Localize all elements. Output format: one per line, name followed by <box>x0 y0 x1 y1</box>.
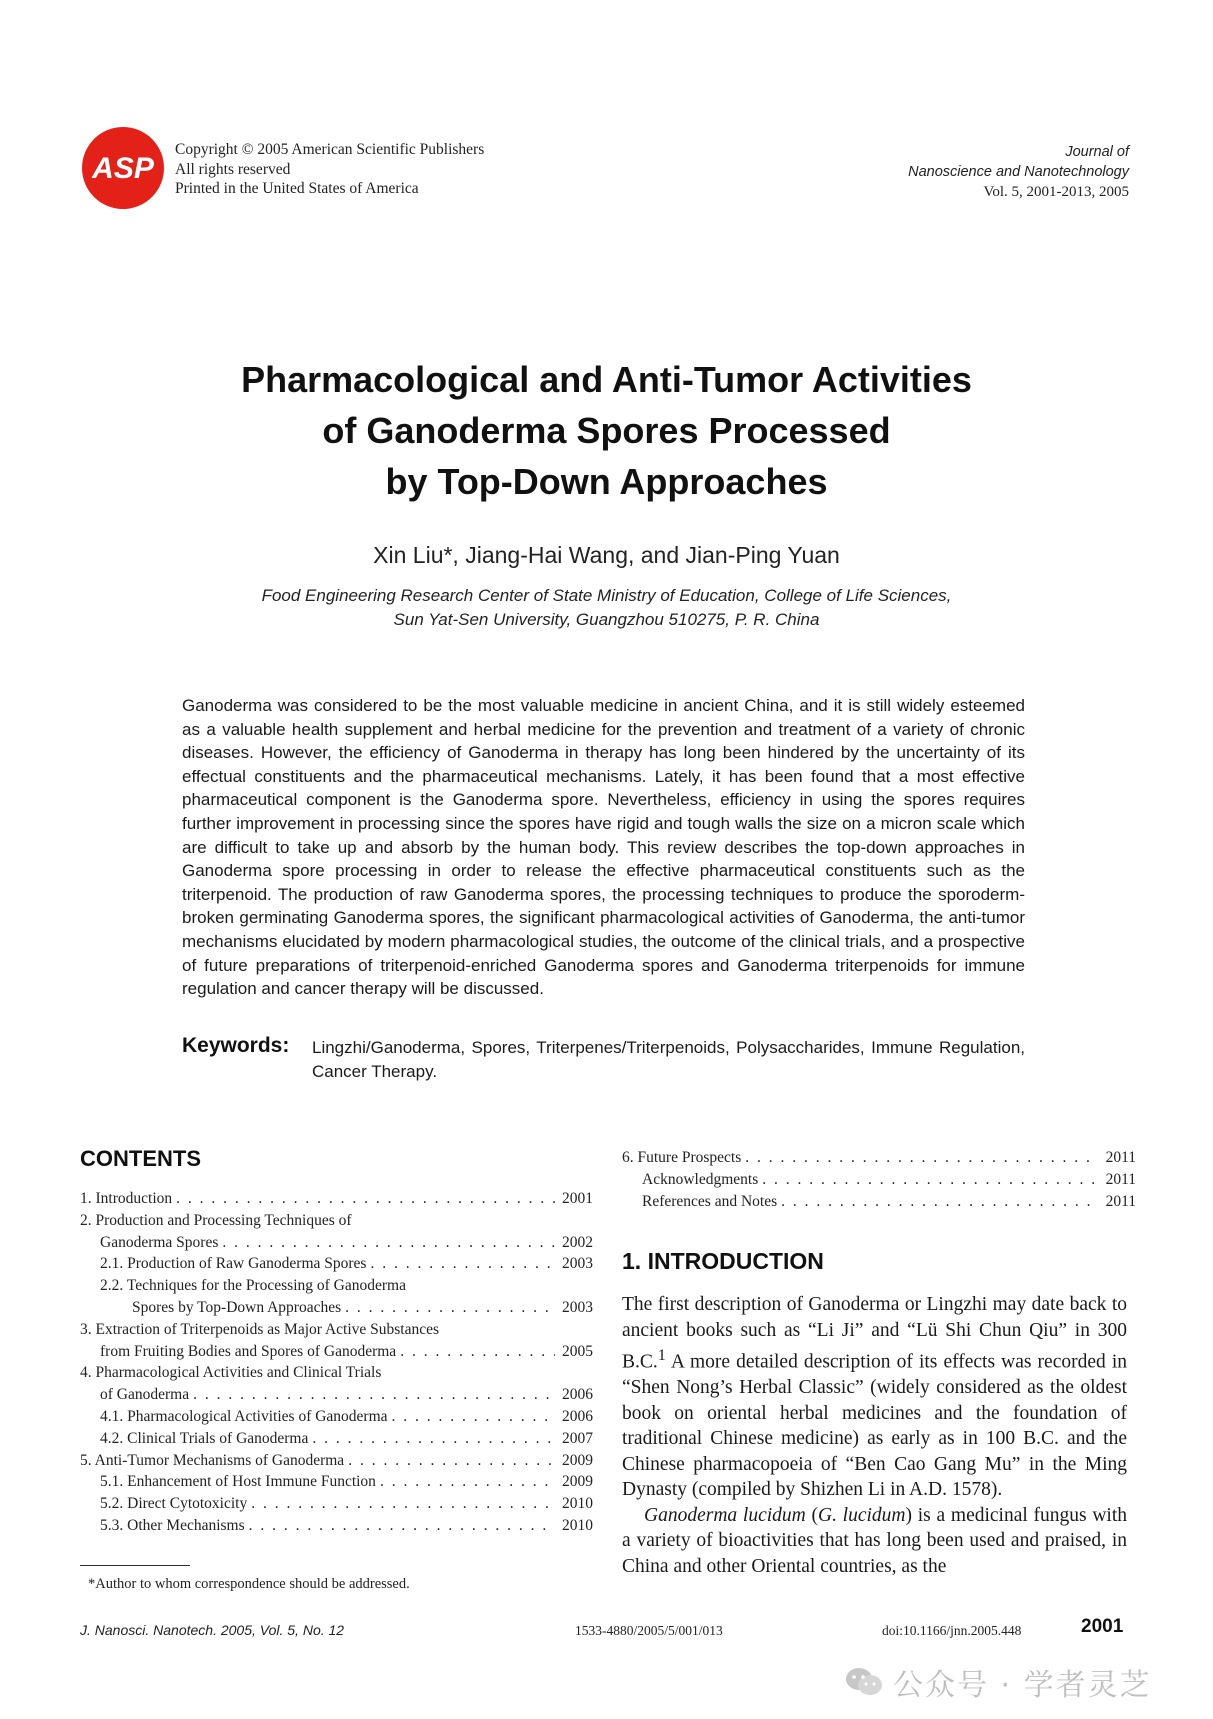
publisher-info <box>175 140 484 199</box>
toc-entry-page: 2003 <box>562 1255 593 1273</box>
toc-entry[interactable] <box>80 1406 593 1428</box>
toc-leader-dots <box>222 1232 555 1254</box>
journal-name-line2: Nanoscience and Nanotechnology <box>908 164 1129 180</box>
toc-entry-page: 2011 <box>1105 1192 1136 1210</box>
toc-entry-page: 2006 <box>562 1407 593 1425</box>
keywords-text: Lingzhi/Ganoderma, Spores, Triterpenes/Triterpenoids, Polysaccharides, Immune Regulation, Cancer Therapy. <box>312 1038 1025 1081</box>
contents-heading: CONTENTS <box>80 1146 201 1171</box>
toc-entry[interactable] <box>80 1471 593 1493</box>
toc-entry-title: 3. Extraction of Triterpenoids as Major Active Substances <box>80 1320 440 1338</box>
toc-entry-page: 2011 <box>1105 1149 1136 1166</box>
footer-doi[interactable]: doi:10.1166/jnn.2005.448 <box>882 1623 1022 1638</box>
toc-entry[interactable] <box>80 1188 593 1210</box>
toc-entry-title: 2.2. Techniques for the Processing of Ganoderma <box>100 1277 406 1295</box>
journal-info <box>908 142 1129 202</box>
footnote-rule <box>80 1565 190 1566</box>
toc-entry-title: Ganoderma Spores <box>100 1233 219 1251</box>
introduction-body <box>622 1292 1127 1579</box>
footer-citation: J. Nanosci. Nanotech. 2005, Vol. 5, No. 12 <box>80 1622 345 1638</box>
toc-entry[interactable] <box>80 1232 593 1254</box>
toc-entry-page: 2001 <box>562 1190 593 1207</box>
affiliation <box>0 584 1213 632</box>
citation-ref[interactable]: 1 <box>657 1346 666 1364</box>
affiliation-line: Sun Yat-Sen University, Guangzhou 510275, P. R. China <box>393 610 820 629</box>
toc-entry[interactable] <box>80 1275 593 1297</box>
watermark <box>845 1660 1152 1704</box>
toc-entry-page: 2009 <box>562 1451 593 1469</box>
toc-leader-dots <box>392 1406 555 1428</box>
toc-leader-dots <box>251 1493 555 1515</box>
toc-leader-dots <box>400 1341 555 1363</box>
toc-entry-title: References and Notes <box>642 1192 778 1210</box>
toc-entry[interactable] <box>80 1210 593 1232</box>
title-line: by Top-Down Approaches <box>385 461 828 502</box>
toc-entry-title: 2. Production and Processing Techniques of <box>80 1211 352 1229</box>
title-line: Pharmacological and Anti-Tumor Activities <box>241 359 972 400</box>
logo-text: ASP <box>92 152 154 185</box>
rights-line: All rights reserved <box>175 160 291 178</box>
toc-entry-page: 2006 <box>562 1386 593 1404</box>
species-name: Ganoderma lucidum <box>644 1504 806 1526</box>
toc-leader-dots <box>745 1147 1098 1169</box>
toc-entry[interactable] <box>80 1341 593 1363</box>
keywords-label: Keywords: <box>182 1034 290 1057</box>
toc-entry-title: Acknowledgments <box>642 1170 759 1188</box>
journal-volume: Vol. 5, 2001-2013, 2005 <box>983 184 1129 200</box>
toc-entry[interactable] <box>80 1428 593 1450</box>
toc-entry-title: 2.1. Production of Raw Ganoderma Spores <box>100 1255 367 1273</box>
toc-entry[interactable] <box>80 1515 593 1537</box>
copyright-line: Copyright © 2005 American Scientific Publishers <box>175 141 485 158</box>
toc-entry-page: 2007 <box>562 1429 593 1447</box>
toc-entry-title: 6. Future Prospects <box>622 1149 742 1166</box>
toc-leader-dots <box>345 1297 555 1319</box>
title-line: of Ganoderma Spores Processed <box>322 410 891 451</box>
footnote: *Author to whom correspondence should be addressed. <box>88 1576 410 1592</box>
toc-entry[interactable] <box>80 1362 593 1384</box>
toc-entry-title: of Ganoderma <box>100 1386 190 1404</box>
intro-p1-text: The first description of Ganoderma or Lingzhi may date back to ancient books such as “Li Ji” and “Lü Shi Chun Qiu” in 300 B.C. <box>622 1294 1127 1373</box>
intro-paragraph-2 <box>622 1503 1127 1580</box>
toc-entry-title: 4.2. Clinical Trials of Ganoderma <box>100 1429 309 1447</box>
watermark-text: 公众号 · 学者灵芝 <box>893 1668 1152 1703</box>
toc-leader-dots <box>348 1450 555 1472</box>
introduction-heading: 1. INTRODUCTION <box>622 1248 824 1274</box>
toc-entry-page: 2005 <box>562 1342 593 1360</box>
toc-entry[interactable] <box>80 1450 593 1472</box>
intro-paragraph-1 <box>622 1292 1127 1503</box>
toc-right <box>622 1147 1136 1212</box>
wechat-icon <box>845 1666 883 1698</box>
toc-entry-title: Spores by Top-Down Approaches <box>132 1298 342 1316</box>
toc-left <box>80 1188 593 1537</box>
toc-leader-dots <box>781 1191 1098 1213</box>
toc-entry[interactable] <box>80 1297 593 1319</box>
toc-entry-page: 2010 <box>562 1516 593 1534</box>
toc-entry-title: 1. Introduction <box>80 1190 173 1207</box>
page-number: 2001 <box>1081 1616 1124 1637</box>
toc-entry[interactable] <box>622 1147 1136 1169</box>
toc-entry[interactable] <box>80 1384 593 1406</box>
toc-entry-page: 2003 <box>562 1298 593 1316</box>
toc-entry[interactable] <box>622 1169 1136 1191</box>
toc-leader-dots <box>762 1169 1098 1191</box>
authors: Xin Liu*, Jiang-Hai Wang, and Jian-Ping Yuan <box>373 542 840 568</box>
toc-entry-title: 4.1. Pharmacological Activities of Ganoderma <box>100 1407 388 1425</box>
toc-leader-dots <box>370 1253 555 1275</box>
toc-entry-title: from Fruiting Bodies and Spores of Ganoderma <box>100 1342 397 1360</box>
paper-title <box>0 354 1213 507</box>
toc-leader-dots <box>176 1188 555 1210</box>
toc-entry[interactable] <box>80 1319 593 1341</box>
intro-p2-text: ( <box>805 1504 818 1526</box>
toc-leader-dots <box>380 1471 555 1493</box>
printed-line: Printed in the United States of America <box>175 180 419 197</box>
toc-entry[interactable] <box>622 1191 1136 1213</box>
toc-entry-title: 4. Pharmacological Activities and Clinical Trials <box>80 1364 382 1382</box>
affiliation-line: Food Engineering Research Center of State Ministry of Education, College of Life Sciences, <box>261 586 952 605</box>
toc-entry-title: 5.2. Direct Cytotoxicity <box>100 1495 248 1513</box>
toc-leader-dots <box>193 1384 555 1406</box>
toc-entry[interactable] <box>80 1493 593 1515</box>
intro-p1-text-cont: A more detailed description of its effects was recorded in “Shen Nong’s Herbal Classic” (widely considered as the oldest book on oriental herbal medicines and the foundation of traditional Chinese medicine) as early as in 100 B.C. and the Chinese pharmacopoeia of “Ben Cao Gang Mu” in the Ming Dynasty (compiled by Shizhen Li in A.D. 1578). <box>622 1351 1127 1500</box>
toc-entry-page: 2010 <box>562 1495 593 1513</box>
toc-entry-page: 2002 <box>562 1233 593 1251</box>
toc-entry-page: 2009 <box>562 1473 593 1491</box>
toc-leader-dots <box>312 1428 555 1450</box>
toc-entry-page: 2011 <box>1105 1170 1136 1188</box>
abstract: Ganoderma was considered to be the most valuable medicine in ancient China, and it is still widely esteemed as a valuable health supplement and herbal medicine for the prevention and treatment of a variety of chronic diseases. However, the efficiency of Ganoderma in therapy has long been hindered by the uncertainty of its effectual constituents and the pharmaceutical mechanisms. Lately, it has been found that a most effective pharmaceutical component is the Ganoderma spore. Nevertheless, efficiency in using the spores requires further improvement in processing since the spores have rigid and tough walls the size on a micron scale which are difficult to take up and absorb by the human body. This review describes the top-down approaches in Ganoderma spore processing in order to release the effective pharmaceutical constituents such as the triterpenoid. The production of raw Ganoderma spores, the processing techniques to produce the sporoderm-broken germinating Ganoderma spores, the significant pharmacological activities of Ganoderma, the anti-tumor mechanisms elucidated by modern pharmacological studies, the outcome of the clinical trials, and a prospective of future preparations of triterpenoid-enriched Ganoderma spores and Ganoderma triterpenoids for immune regulation and cancer therapy will be discussed. <box>182 696 1025 999</box>
species-abbrev: G. lucidum <box>817 1504 906 1526</box>
toc-entry-title: 5.1. Enhancement of Host Immune Function <box>100 1473 376 1491</box>
toc-entry-title: 5.3. Other Mechanisms <box>100 1516 245 1534</box>
toc-leader-dots <box>249 1515 555 1537</box>
asp-logo <box>80 126 166 210</box>
journal-name-line1: Journal of <box>1065 144 1129 160</box>
toc-entry-title: 5. Anti-Tumor Mechanisms of Ganoderma <box>80 1451 345 1469</box>
toc-entry[interactable] <box>80 1253 593 1275</box>
intro-p2-text-cont: ) is a medicinal fungus with a variety of bioactivities that has long been used and praised, in China and other Oriental countries, as the <box>622 1504 1128 1577</box>
footer-issn: 1533-4880/2005/5/001/013 <box>575 1623 723 1638</box>
